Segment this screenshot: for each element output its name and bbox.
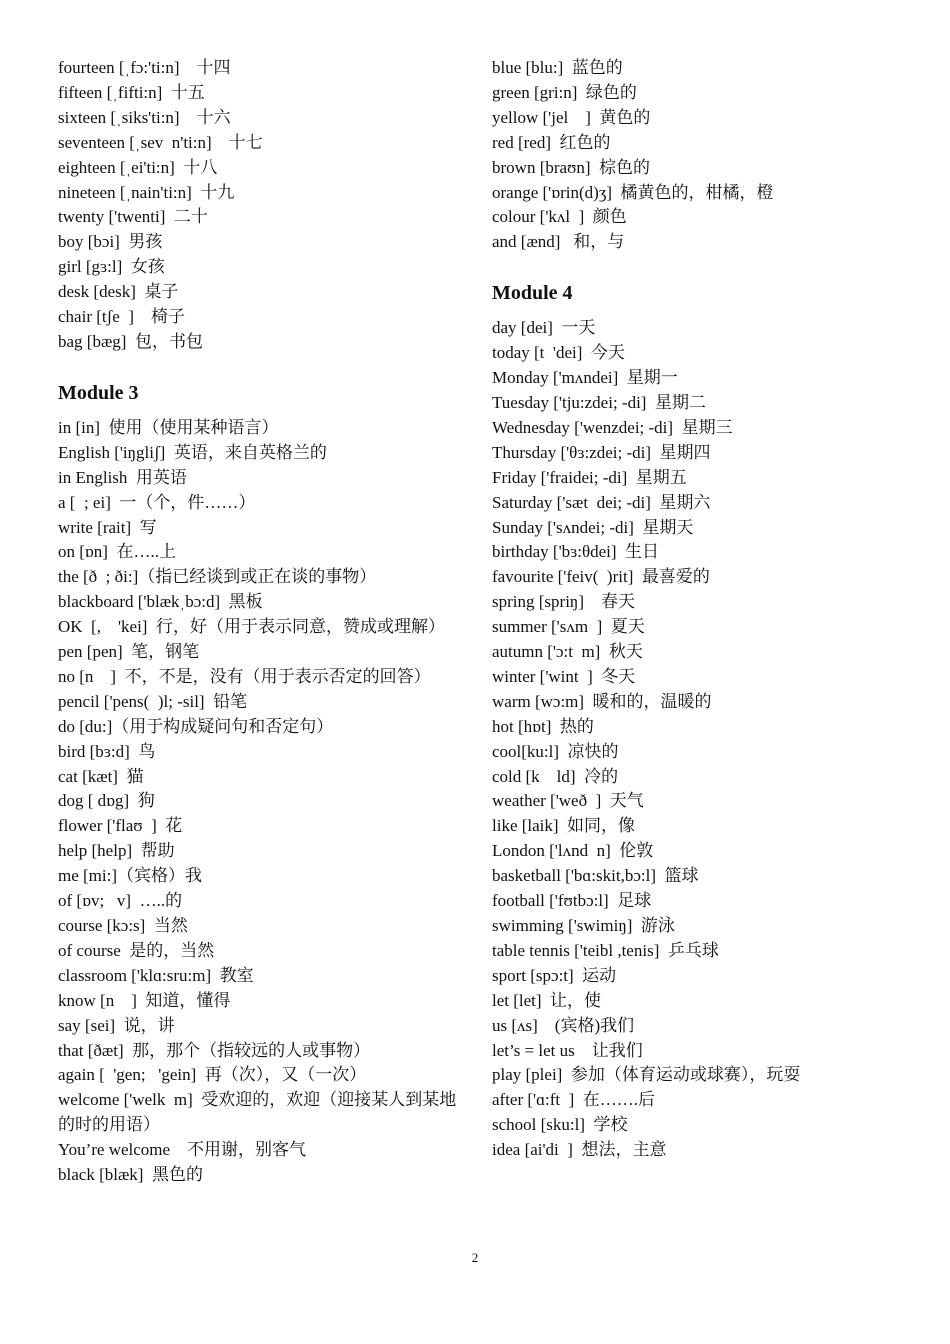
vocab-entry: in [in] 使用（使用某种语言） xyxy=(58,417,279,437)
vocab-entry: black [blæk] 黑色的 xyxy=(58,1165,203,1185)
vocab-entry: yellow ['jel ] 黄色的 xyxy=(492,107,651,127)
vocab-entry: table tennis ['teibl ,tenis] 乒乓球 xyxy=(492,940,719,960)
vocab-entry: spring [spriŋ] 春天 xyxy=(492,592,635,612)
vocab-entry: flower ['flaʊ ] 花 xyxy=(58,816,183,836)
vocab-entry: on [ɒn] 在…..上 xyxy=(58,542,176,562)
left-top-list xyxy=(58,56,468,355)
vocab-entry: Wednesday ['wenzdei; -di] 星期三 xyxy=(492,417,733,437)
vocab-entry: let’s = let us 让我们 xyxy=(492,1040,643,1060)
vocab-entry: blue [blu:] 蓝色的 xyxy=(492,58,623,77)
vocab-entry: dog [ dɒg] 狗 xyxy=(58,791,155,811)
vocab-entry: me [mi:]（宾格）我 xyxy=(58,866,203,886)
vocab-entry: the [ð ; ði:]（指已经谈到或正在谈的事物） xyxy=(58,567,377,587)
vocab-entry: again [ 'gen; 'gein] 再（次），又（一次） xyxy=(58,1065,367,1085)
vocab-entry: sport [spɔ:t] 运动 xyxy=(492,965,617,985)
vocab-entry: idea [ai'di ] 想法，主意 xyxy=(492,1140,667,1160)
vocab-entry: that [ðæt] 那，那个（指较远的人或事物） xyxy=(58,1040,371,1060)
vocab-entry: today [t 'dei] 今天 xyxy=(492,343,625,363)
vocab-entry: like [laik] 如同，像 xyxy=(492,816,636,836)
module-3-heading: Module 3 xyxy=(58,381,139,404)
vocab-entry: weather ['weð ] 天气 xyxy=(492,791,644,811)
vocab-entry: school [sku:l] 学校 xyxy=(492,1115,628,1135)
vocab-entry: Friday ['fraidei; -di] 星期五 xyxy=(492,467,687,487)
vocab-entry: basketball ['bɑ:skit,bɔ:l] 篮球 xyxy=(492,866,699,886)
vocab-entry: pen [pen] 笔，钢笔 xyxy=(58,642,200,662)
vocab-entry: You’re welcome 不用谢，别客气 xyxy=(58,1140,307,1160)
vocab-entry: classroom ['klɑ:sru:m] 教室 xyxy=(58,965,254,985)
vocab-entry: twenty ['twenti] 二十 xyxy=(58,207,208,227)
vocab-entry: pencil ['pens( )l; -sil] 铅笔 xyxy=(58,691,248,711)
spacer xyxy=(58,407,468,416)
vocab-entry: chair [tʃe ] 椅子 xyxy=(58,307,185,327)
vocab-entry: cold [k ld] 冷的 xyxy=(492,766,619,786)
left-column xyxy=(58,56,468,1188)
vocab-entry: swimming ['swimiŋ] 游泳 xyxy=(492,916,675,935)
vocab-entry: course [kɔ:s] 当然 xyxy=(58,916,188,935)
vocab-entry: day [dei] 一天 xyxy=(492,318,596,338)
vocab-entry: after ['ɑ:ft ] 在…….后 xyxy=(492,1090,656,1110)
vocab-entry: of course 是的，当然 xyxy=(58,940,215,960)
vocab-entry: Thursday ['θɜ:zdei; -di] 星期四 xyxy=(492,442,711,462)
spacer xyxy=(492,307,912,316)
vocab-entry: Saturday ['sæt dei; -di] 星期六 xyxy=(492,492,711,512)
vocab-entry: warm [wɔ:m] 暖和的，温暖的 xyxy=(492,691,712,711)
vocab-entry: English ['iŋgliʃ] 英语，来自英格兰的 xyxy=(58,442,327,462)
vocab-entry: welcome ['welk m] 受欢迎的，欢迎（迎接某人到某地的时的用语） xyxy=(58,1090,457,1135)
vocab-entry: fourteen [ˌfɔ:'ti:n] 十四 xyxy=(58,58,231,77)
vocab-entry: know [n ] 知道，懂得 xyxy=(58,990,231,1010)
vocab-entry: fifteen [ˌfifti:n] 十五 xyxy=(58,82,205,102)
vocab-entry: birthday ['bɜ:θdei] 生日 xyxy=(492,542,660,562)
vocab-entry: red [red] 红色的 xyxy=(492,132,611,152)
vocab-entry: green [gri:n] 绿色的 xyxy=(492,82,637,102)
vocab-entry: let [let] 让，使 xyxy=(492,990,602,1010)
module-4-list xyxy=(492,316,912,1163)
vocab-entry: Sunday ['sʌndei; -di] 星期天 xyxy=(492,517,694,537)
vocab-entry: hot [hɒt] 热的 xyxy=(492,716,594,736)
vocab-entry: nineteen [ˌnain'ti:n] 十九 xyxy=(58,182,235,202)
page-number: 2 xyxy=(471,1250,479,1265)
vocab-entry: do [du:]（用于构成疑问句和否定句） xyxy=(58,716,334,736)
module-3-list xyxy=(58,416,468,1188)
vocab-entry: cool[ku:l] 凉快的 xyxy=(492,741,619,761)
right-column xyxy=(492,56,912,1163)
vocab-entry: OK [, 'kei] 行，好（用于表示同意，赞成或理解） xyxy=(58,617,445,637)
vocab-entry: desk [desk] 桌子 xyxy=(58,282,179,302)
vocab-entry: girl [gɜ:l] 女孩 xyxy=(58,257,165,277)
vocab-entry: winter ['wint ] 冬天 xyxy=(492,666,636,686)
vocab-entry: Monday ['mʌndei] 星期一 xyxy=(492,368,678,388)
vocab-entry: us [ʌs] (宾格)我们 xyxy=(492,1015,635,1035)
vocab-entry: favourite ['feiv( )rit] 最喜爱的 xyxy=(492,567,710,587)
vocab-entry: bag [bæg] 包，书包 xyxy=(58,331,203,351)
vocab-entry: colour ['kʌl ] 颜色 xyxy=(492,207,627,227)
vocab-entry: Tuesday ['tju:zdei; -di] 星期二 xyxy=(492,392,706,412)
vocab-entry: write [rait] 写 xyxy=(58,517,157,537)
vocab-entry: brown [braʊn] 棕色的 xyxy=(492,157,651,177)
vocab-entry: in English 用英语 xyxy=(58,467,187,487)
module-4-heading: Module 4 xyxy=(492,282,573,305)
vocab-entry: and [ænd] 和，与 xyxy=(492,232,625,252)
vocab-entry: of [ɒv; v] …..的 xyxy=(58,891,183,911)
vocab-entry: bird [bɜ:d] 鸟 xyxy=(58,741,156,761)
vocab-entry: orange ['ɒrin(d)ʒ] 橘黄色的，柑橘，橙 xyxy=(492,182,774,202)
vocab-entry: a [ ; ei] 一（个，件……） xyxy=(58,492,256,512)
spacer xyxy=(492,255,912,279)
vocab-entry: help [help] 帮助 xyxy=(58,841,175,861)
vocab-entry: say [sei] 说，讲 xyxy=(58,1015,175,1035)
vocab-entry: no [n ] 不，不是，没有（用于表示否定的回答） xyxy=(58,666,431,686)
spacer xyxy=(58,355,468,379)
vocab-entry: London ['lʌnd n] 伦敦 xyxy=(492,841,654,861)
vocab-entry: seventeen [ˌsev n'ti:n] 十七 xyxy=(58,132,263,152)
vocab-entry: play [plei] 参加（体育运动或球赛），玩耍 xyxy=(492,1065,801,1085)
right-top-list xyxy=(492,56,912,255)
vocab-entry: boy [bɔi] 男孩 xyxy=(58,232,163,252)
vocab-entry: eighteen [ˌei'ti:n] 十八 xyxy=(58,157,218,177)
vocab-entry: sixteen [ˌsiks'ti:n] 十六 xyxy=(58,107,231,127)
vocab-entry: cat [kæt] 猫 xyxy=(58,766,144,786)
vocab-entry: summer ['sʌm ] 夏天 xyxy=(492,617,645,637)
vocab-entry: blackboard ['blækˌbɔ:d] 黑板 xyxy=(58,592,263,612)
vocab-entry: football ['fʊtbɔ:l] 足球 xyxy=(492,891,652,911)
vocab-entry: autumn ['ɔ:t m] 秋天 xyxy=(492,642,643,662)
